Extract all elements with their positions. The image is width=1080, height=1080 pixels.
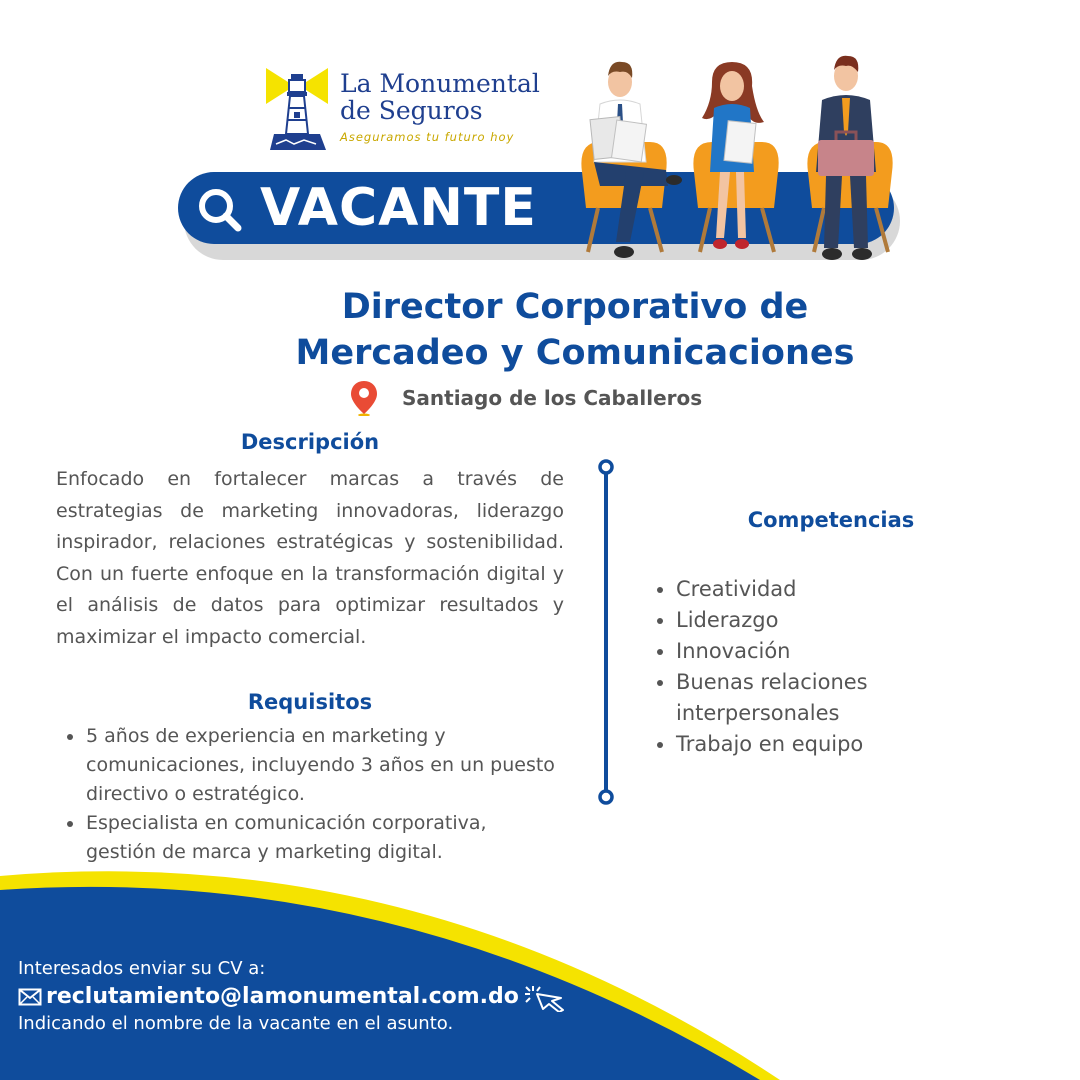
competency-item: Trabajo en equipo [676,729,936,760]
company-name-line1: La Monumental [340,69,540,98]
competency-item: Liderazgo [676,605,936,636]
map-pin-icon [350,380,378,416]
requirements-heading: Requisitos [247,690,373,714]
location-label: Santiago de los Caballeros [402,386,703,410]
cursor-click-icon [521,982,567,1012]
requirement-item: 5 años de experiencia en marketing y comunicaciones, incluyendo 3 años en un puesto directivo o estratégico. [86,722,556,809]
company-name [340,70,540,124]
contact-email-link[interactable]: reclutamiento@lamonumental.com.do [46,984,519,1009]
company-name-line2: de Seguros [340,96,483,125]
job-location [350,380,702,416]
candidate-man-papers-figure [581,62,682,258]
competency-item: Buenas relaciones interpersonales [676,667,936,729]
company-tagline: Aseguramos tu futuro hoy [340,130,515,144]
job-title [140,284,1010,376]
candidate-man-briefcase-figure [807,56,892,260]
competencies-list [676,574,936,760]
contact-email-row [18,982,638,1012]
job-title-line1: Director Corporativo de [341,287,809,327]
lighthouse-logo-icon [266,64,328,152]
company-logo [266,64,540,156]
contact-section [18,956,638,1036]
mail-icon [18,988,42,1006]
description-text: Enfocado en fortalecer marcas a través de estrategias de marketing innovadoras, liderazgo inspirador, relaciones estratégicas y sostenibilidad. Con un fuerte enfoque en la transformación digital y el análisis de datos para optimizar resultados y maximizar el impacto comercial. [56,468,564,648]
banner-title: VACANTE [260,178,537,238]
description-heading: Descripción [240,430,380,454]
job-title-line2: Mercadeo y Comunicaciones [295,333,855,373]
candidates-illustration [570,52,910,278]
search-icon [196,186,244,234]
contact-intro: Interesados enviar su CV a: [18,958,266,979]
vertical-divider [596,458,616,806]
competencies-heading: Competencias [747,508,915,532]
candidate-woman-blue-dress-figure [693,62,778,252]
contact-note: Indicando el nombre de la vacante en el asunto. [18,1013,454,1034]
competency-item: Innovación [676,636,936,667]
competency-item: Creatividad [676,574,936,605]
requirements-list [86,722,556,867]
requirement-item: Especialista en comunicación corporativa, gestión de marca y marketing digital. [86,809,556,867]
